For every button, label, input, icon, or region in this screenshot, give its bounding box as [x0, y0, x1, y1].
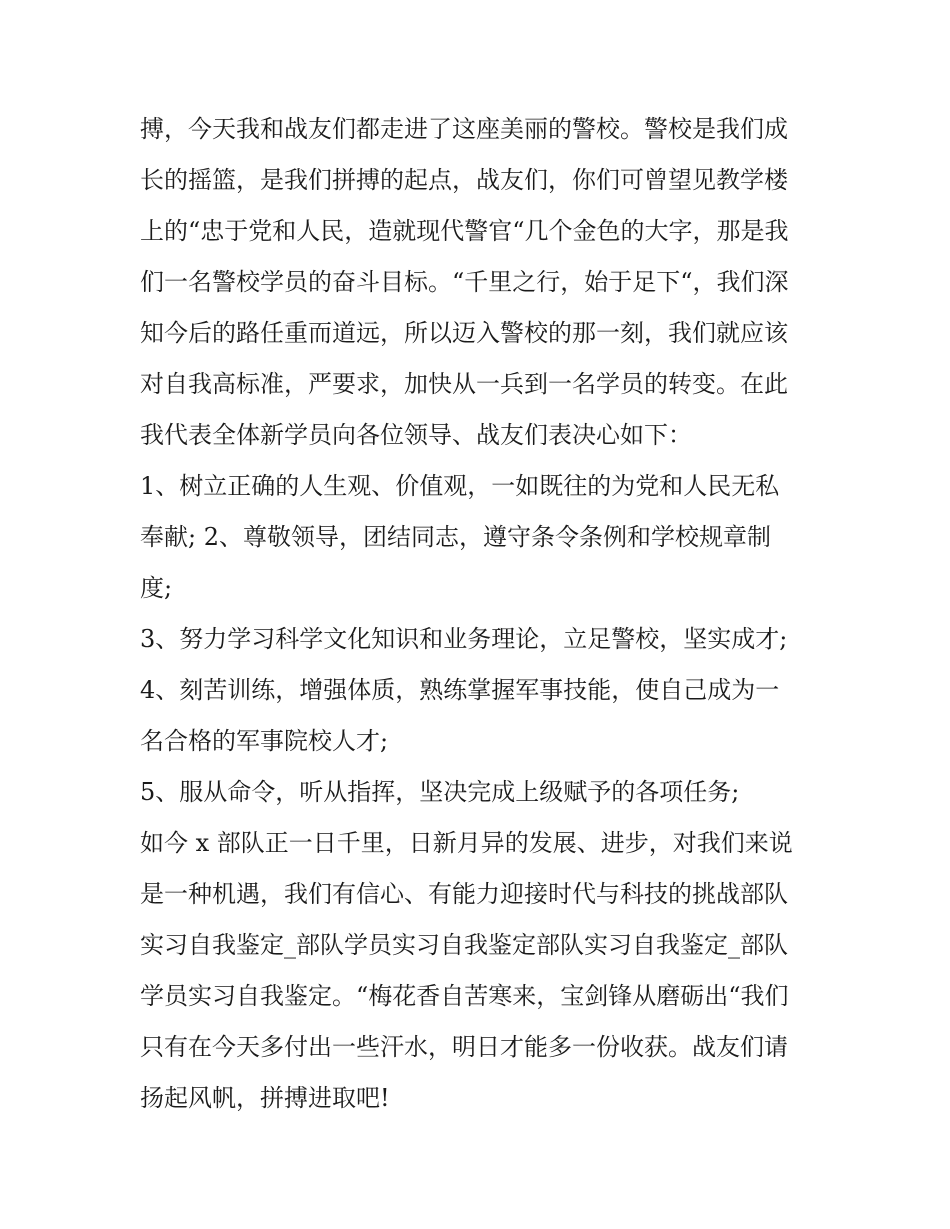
text-line: 搏，今天我和战友们都走进了这座美丽的警校。警校是我们成: [140, 115, 788, 143]
text-line: 知今后的路任重而道远，所以迈入警校的那一刻，我们就应该: [140, 319, 788, 347]
list-item-line: 3、努力学习科学文化知识和业务理论，立足警校，坚实成才;: [140, 625, 788, 653]
list-item-line: 名合格的军事院校人才;: [140, 727, 389, 755]
text-line: 对自我高标准，严要求，加快从一兵到一名学员的转变。在此: [140, 370, 788, 398]
text-line: 上的“忠于党和人民，造就现代警官“几个金色的大字，那是我: [140, 217, 789, 245]
list-item-line: 度;: [140, 574, 173, 602]
list-item-line: 5、服从命令，听从指挥，坚决完成上级赋予的各项任务;: [140, 778, 740, 806]
text-line: 实习自我鉴定_部队学员实习自我鉴定部队实习自我鉴定_部队: [140, 931, 788, 959]
text-line: 只有在今天多付出一些汗水，明日才能多一份收获。战友们请: [140, 1033, 788, 1061]
text-line: 长的摇篮，是我们拼搏的起点，战友们，你们可曾望见教学楼: [140, 166, 788, 194]
list-item-line: 4、刻苦训练，增强体质，熟练掌握军事技能，使自己成为一: [140, 676, 780, 704]
text-line: 我代表全体新学员向各位领导、战友们表决心如下：: [140, 421, 692, 449]
text-line: 学员实习自我鉴定。“梅花香自苦寒来，宝剑锋从磨砺出“我们: [140, 982, 789, 1010]
document-body: [140, 104, 820, 1124]
text-line: 如今 x 部队正一日千里，日新月异的发展、进步，对我们来说: [140, 829, 793, 857]
text-line: 扬起风帆，拼搏进取吧!: [140, 1084, 390, 1112]
list-item-line: 1、树立正确的人生观、价值观，一如既往的为党和人民无私: [140, 472, 780, 500]
list-item-line: 奉献; 2、尊敬领导，团结同志，遵守条令条例和学校规章制: [140, 523, 771, 551]
text-line: 们一名警校学员的奋斗目标。“千里之行，始于足下“，我们深: [140, 268, 789, 296]
text-line: 是一种机遇，我们有信心、有能力迎接时代与科技的挑战部队: [140, 880, 788, 908]
